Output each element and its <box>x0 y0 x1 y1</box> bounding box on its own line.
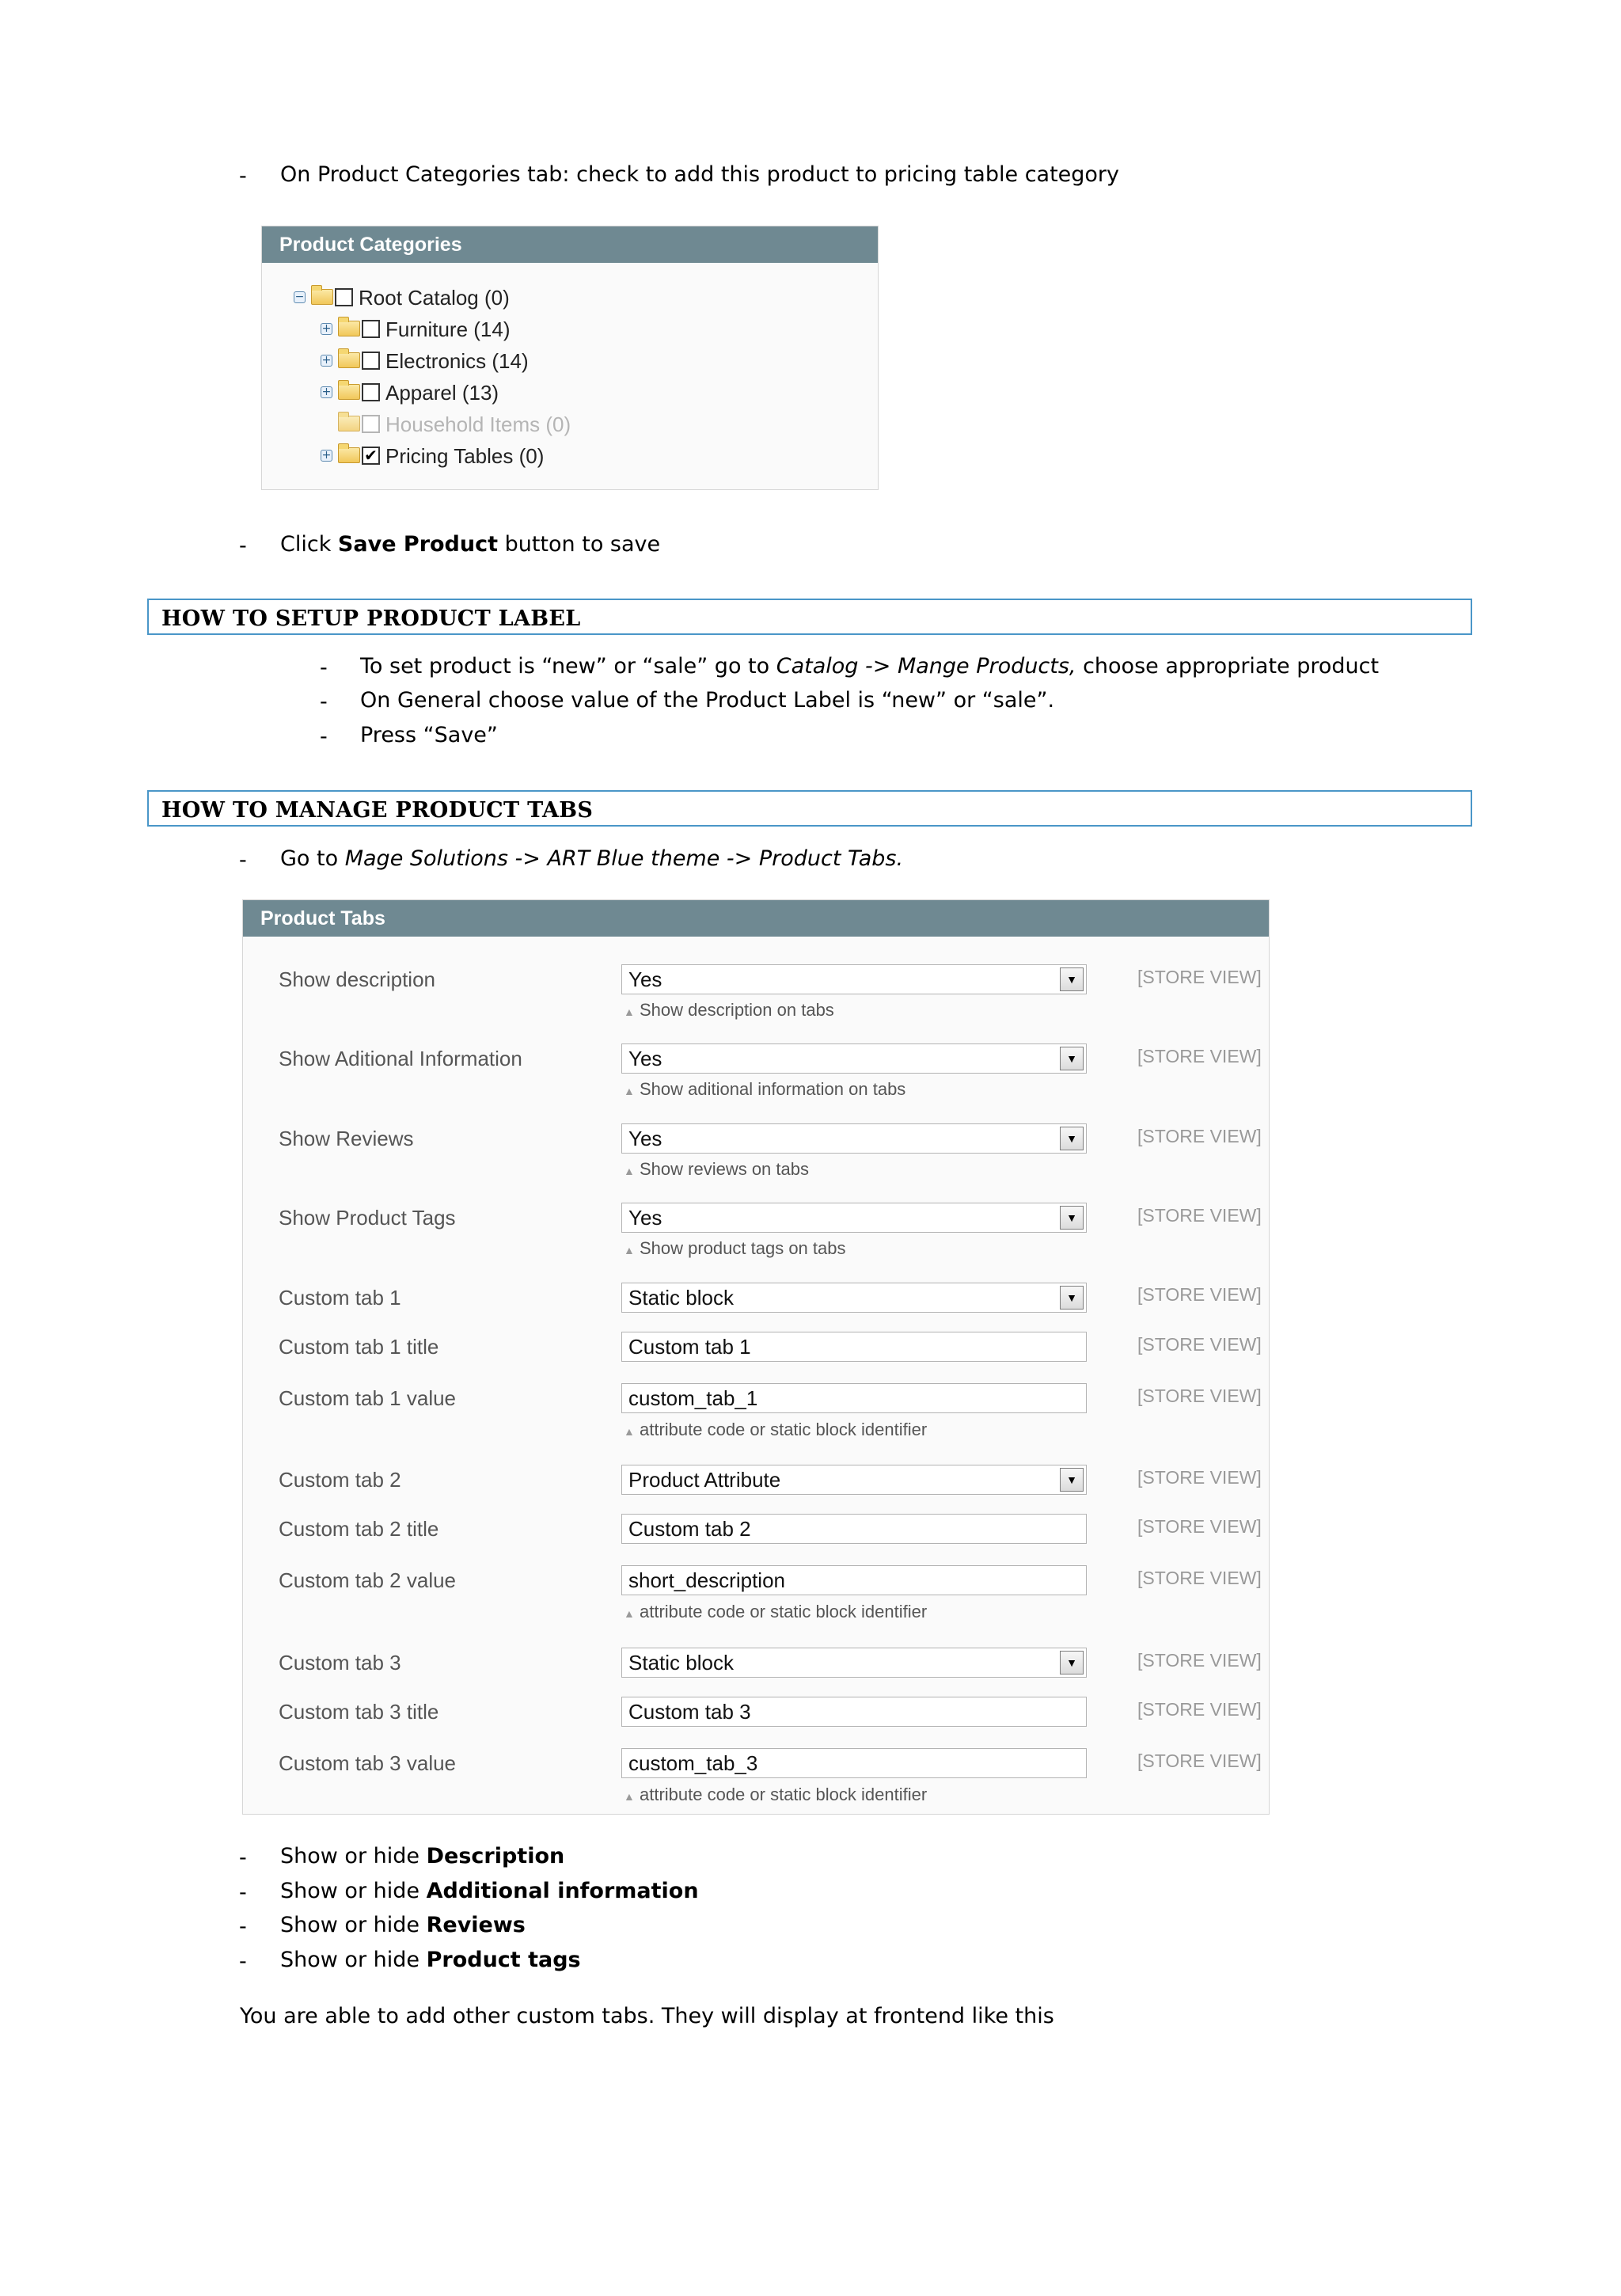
product-categories-panel <box>261 226 879 490</box>
note-triangle-icon: ▲ <box>624 1790 635 1803</box>
section-product-label-title: HOW TO SETUP PRODUCT LABEL <box>161 606 581 631</box>
category-checkbox-root[interactable] <box>335 288 353 306</box>
custom-tab-2-title-input[interactable]: Custom tab 2 <box>621 1514 1087 1544</box>
save-instruction <box>280 534 660 555</box>
show-hide-item <box>280 1880 699 1902</box>
show-hide-bullet: - <box>239 1846 247 1870</box>
dropdown-arrow-icon[interactable]: ▼ <box>1060 1468 1084 1492</box>
tree-row-household <box>294 410 848 437</box>
category-checkbox-electronics[interactable] <box>362 352 380 370</box>
label-step-1 <box>360 656 1379 677</box>
show-reviews-note-text: Show reviews on tabs <box>639 1159 809 1179</box>
show-description-select[interactable] <box>621 964 1087 994</box>
show-hide-item <box>280 1949 581 1971</box>
category-label-apparel: Apparel (13) <box>385 381 499 405</box>
show-description-note-text: Show description on tabs <box>639 1000 834 1020</box>
show-hide-target: Reviews <box>426 1913 526 1937</box>
intro-text: On Product Categories tab: check to add this product to pricing table category <box>280 162 1120 187</box>
save-bullet: - <box>239 534 247 558</box>
show-product-tags-note <box>624 1238 845 1259</box>
product-tabs-header: Product Tabs <box>243 900 1269 937</box>
expand-icon[interactable]: + <box>321 354 332 367</box>
show-hide-prefix: Show or hide <box>280 1948 427 1972</box>
category-checkbox-furniture[interactable] <box>362 320 380 338</box>
field-label-custom-tab-1-value: Custom tab 1 value <box>279 1386 457 1410</box>
scope-label: [STORE VIEW] <box>1137 1467 1262 1488</box>
show-additional-info-note <box>624 1079 905 1100</box>
dropdown-arrow-icon[interactable]: ▼ <box>1060 967 1084 991</box>
show-hide-bullet: - <box>239 1914 247 1939</box>
save-suffix: button to save <box>498 532 661 557</box>
expand-icon[interactable]: + <box>321 386 332 398</box>
scope-label: [STORE VIEW] <box>1137 1205 1262 1226</box>
show-hide-target: Additional information <box>426 1879 699 1903</box>
category-label-household: Household Items (0) <box>385 412 571 436</box>
custom-tab-3-value: Static block <box>628 1651 734 1674</box>
section-product-label <box>147 599 1472 635</box>
field-label-custom-tab-3-title: Custom tab 3 title <box>279 1700 439 1724</box>
field-label-custom-tab-2-value: Custom tab 2 value <box>279 1568 457 1592</box>
category-checkbox-pricing-tables[interactable]: ✔ <box>362 447 380 465</box>
dropdown-arrow-icon[interactable]: ▼ <box>1060 1206 1084 1230</box>
note-triangle-icon: ▲ <box>624 1607 635 1620</box>
field-label-custom-tab-1-title: Custom tab 1 title <box>279 1335 439 1359</box>
show-product-tags-select[interactable] <box>621 1203 1087 1233</box>
custom-tab-1-title-input[interactable]: Custom tab 1 <box>621 1332 1087 1362</box>
show-description-note <box>624 1000 834 1021</box>
custom-tab-2-value-input[interactable]: short_description <box>621 1565 1087 1595</box>
category-label-root: Root Catalog (0) <box>359 286 510 310</box>
tree-row-electronics[interactable] <box>294 347 848 374</box>
show-hide-bullet: - <box>239 1880 247 1905</box>
field-label-show-description: Show description <box>279 967 435 991</box>
show-product-tags-value: Yes <box>628 1206 662 1230</box>
note-triangle-icon: ▲ <box>624 1425 635 1438</box>
scope-label: [STORE VIEW] <box>1137 1699 1262 1720</box>
tree-row-furniture[interactable] <box>294 315 848 342</box>
category-label-furniture: Furniture (14) <box>385 317 511 341</box>
show-hide-target: Product tags <box>426 1948 581 1972</box>
show-hide-prefix: Show or hide <box>280 1844 427 1868</box>
save-product-emphasis: Save Product <box>337 532 499 557</box>
custom-tab-1-value: Static block <box>628 1286 734 1310</box>
custom-tab-1-value-note <box>624 1420 927 1440</box>
folder-icon <box>338 447 360 463</box>
scope-label: [STORE VIEW] <box>1137 1386 1262 1406</box>
dropdown-arrow-icon[interactable]: ▼ <box>1060 1286 1084 1310</box>
section-product-tabs-title: HOW TO MANAGE PRODUCT TABS <box>161 798 594 823</box>
scope-label: [STORE VIEW] <box>1137 1751 1262 1771</box>
folder-icon <box>338 321 360 336</box>
folder-icon <box>338 352 360 368</box>
field-label-show-additional-info: Show Aditional Information <box>279 1047 522 1070</box>
note-triangle-icon: ▲ <box>624 1244 635 1256</box>
scope-label: [STORE VIEW] <box>1137 1568 1262 1588</box>
label-step-1-path: Catalog -> Mange Products, <box>776 654 1076 679</box>
label-step-3-bullet: - <box>320 724 328 749</box>
custom-tab-2-select[interactable] <box>621 1465 1087 1495</box>
show-hide-item <box>280 1846 564 1867</box>
section-product-tabs <box>147 790 1472 827</box>
note-triangle-icon: ▲ <box>624 1085 635 1097</box>
scope-label: [STORE VIEW] <box>1137 1516 1262 1537</box>
scope-label: [STORE VIEW] <box>1137 1650 1262 1671</box>
custom-tab-1-value-note-text: attribute code or static block identifier <box>639 1420 928 1439</box>
field-label-show-product-tags: Show Product Tags <box>279 1206 456 1230</box>
custom-tab-1-select[interactable] <box>621 1283 1087 1313</box>
show-reviews-note <box>624 1159 809 1180</box>
label-step-2: On General choose value of the Product Label is “new” or “sale”. <box>360 688 1055 713</box>
note-triangle-icon: ▲ <box>624 1005 635 1018</box>
scope-label: [STORE VIEW] <box>1137 1334 1262 1355</box>
custom-tab-2-value: Product Attribute <box>628 1468 781 1492</box>
show-description-value: Yes <box>628 967 662 991</box>
scope-label: [STORE VIEW] <box>1137 1126 1262 1146</box>
note-triangle-icon: ▲ <box>624 1165 635 1177</box>
scope-label: [STORE VIEW] <box>1137 1284 1262 1305</box>
show-reviews-value: Yes <box>628 1127 662 1150</box>
label-step-1-prefix: To set product is “new” or “sale” go to <box>360 654 776 679</box>
tabs-step-path: Mage Solutions -> ART Blue theme -> Product Tabs. <box>344 846 904 871</box>
tabs-step-prefix: Go to <box>280 846 345 871</box>
show-additional-info-select[interactable] <box>621 1043 1087 1074</box>
label-step-1-bullet: - <box>320 656 328 680</box>
custom-tab-1-value-input[interactable]: custom_tab_1 <box>621 1383 1087 1413</box>
tree-row-apparel[interactable] <box>294 378 848 405</box>
product-categories-header: Product Categories <box>262 226 878 263</box>
field-label-custom-tab-1: Custom tab 1 <box>279 1286 401 1310</box>
save-prefix: Click <box>280 532 338 557</box>
folder-icon <box>338 384 360 400</box>
tree-row-pricing-tables[interactable] <box>294 442 848 469</box>
show-hide-prefix: Show or hide <box>280 1879 427 1903</box>
custom-tab-3-title-input[interactable]: Custom tab 3 <box>621 1697 1087 1727</box>
field-label-show-reviews: Show Reviews <box>279 1127 414 1150</box>
show-additional-info-note-text: Show aditional information on tabs <box>639 1079 906 1099</box>
show-additional-info-value: Yes <box>628 1047 662 1070</box>
category-checkbox-apparel[interactable] <box>362 383 380 401</box>
category-checkbox-household <box>362 415 380 433</box>
show-hide-item <box>280 1914 526 1936</box>
custom-tab-3-select[interactable] <box>621 1648 1087 1678</box>
category-label-pricing-tables: Pricing Tables (0) <box>385 444 545 468</box>
tabs-step <box>280 848 903 869</box>
show-hide-target: Description <box>426 1844 565 1868</box>
field-label-custom-tab-2: Custom tab 2 <box>279 1468 401 1492</box>
folder-open-icon <box>338 416 360 431</box>
category-label-electronics: Electronics (14) <box>385 349 529 373</box>
folder-open-icon <box>311 289 333 305</box>
label-step-3: Press “Save” <box>360 723 498 747</box>
dropdown-arrow-icon[interactable]: ▼ <box>1060 1651 1084 1674</box>
show-hide-bullet: - <box>239 1949 247 1974</box>
custom-tab-3-value-note-text: attribute code or static block identifier <box>639 1785 928 1804</box>
show-reviews-select[interactable] <box>621 1123 1087 1154</box>
custom-tab-3-value-note <box>624 1785 927 1805</box>
field-label-custom-tab-2-title: Custom tab 2 title <box>279 1517 439 1541</box>
scope-label: [STORE VIEW] <box>1137 1046 1262 1066</box>
expand-icon[interactable]: + <box>321 449 332 462</box>
custom-tab-3-value-input[interactable]: custom_tab_3 <box>621 1748 1087 1778</box>
field-label-custom-tab-3-value: Custom tab 3 value <box>279 1751 457 1775</box>
show-hide-prefix: Show or hide <box>280 1913 427 1937</box>
label-step-2-bullet: - <box>320 690 328 714</box>
intro-bullet: - <box>239 164 247 188</box>
custom-tab-2-value-note-text: attribute code or static block identifier <box>639 1602 928 1621</box>
expand-icon[interactable]: + <box>321 322 332 335</box>
dropdown-arrow-icon[interactable]: ▼ <box>1060 1047 1084 1070</box>
label-step-1-suffix: choose appropriate product <box>1076 654 1380 679</box>
collapse-icon[interactable]: − <box>294 291 305 303</box>
tree-row-root[interactable] <box>294 283 848 310</box>
show-product-tags-note-text: Show product tags on tabs <box>639 1238 846 1258</box>
closing-text: You are able to add other custom tabs. They will display at frontend like this <box>240 2004 1054 2028</box>
tabs-step-bullet: - <box>239 848 247 872</box>
dropdown-arrow-icon[interactable]: ▼ <box>1060 1127 1084 1150</box>
field-label-custom-tab-3: Custom tab 3 <box>279 1651 401 1674</box>
custom-tab-2-value-note <box>624 1602 927 1622</box>
scope-label: [STORE VIEW] <box>1137 967 1262 987</box>
